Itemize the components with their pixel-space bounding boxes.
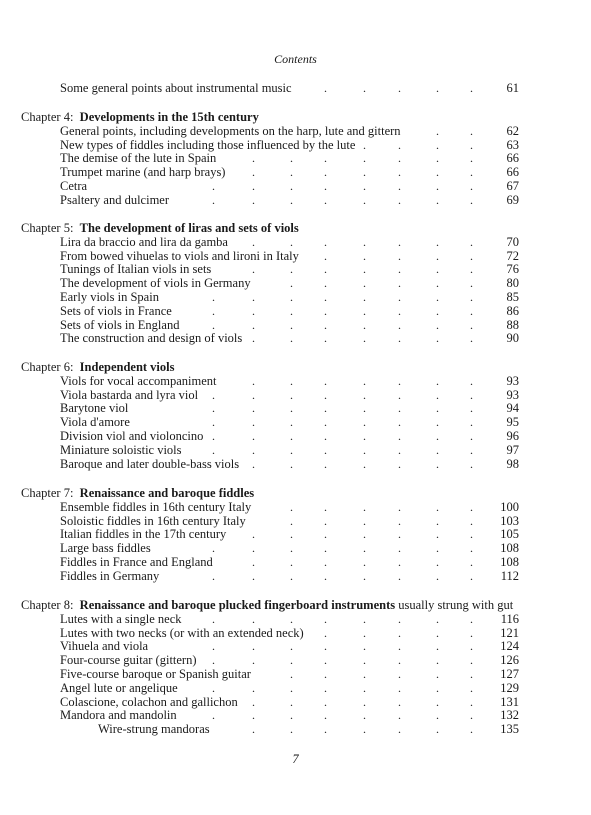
toc-entry-page: 86 <box>506 304 519 318</box>
toc-entry <box>0 555 591 569</box>
dot-leader: . . . . . . . <box>252 235 473 249</box>
toc-entry-page: 98 <box>506 457 519 471</box>
toc-entry <box>0 374 591 388</box>
chapter-heading <box>21 110 259 124</box>
dot-leader: . . . . . <box>324 626 473 640</box>
toc-entry-title: Italian fiddles in the 17th century <box>60 527 227 541</box>
dot-leader: . . . . . . . <box>252 262 473 276</box>
chapter-title: Developments in the 15th century <box>79 110 259 124</box>
chapter-number: Chapter 7: <box>21 486 74 500</box>
toc-entry <box>0 165 591 179</box>
toc-entry <box>0 388 591 402</box>
toc-entry-title: Vihuela and viola <box>60 639 149 653</box>
toc-entry-title: Psaltery and dulcimer <box>60 193 169 207</box>
toc-entry-page: 70 <box>506 235 519 249</box>
chapter-number: Chapter 4: <box>21 110 74 124</box>
dot-leader: . . . . . . . <box>252 331 473 345</box>
dot-leader: . . . . . . . . <box>212 429 473 443</box>
dot-leader: . . . . . <box>324 81 473 95</box>
toc-entry-page: 124 <box>500 639 519 653</box>
chapter-heading <box>21 486 254 500</box>
dot-leader: . . . . . . <box>290 500 473 514</box>
toc-entry <box>0 235 591 249</box>
toc-entry <box>0 695 591 709</box>
toc-entry <box>0 639 591 653</box>
dot-leader: . . . . . . <box>290 667 473 681</box>
toc-entry-title: Miniature soloistic viols <box>60 443 182 457</box>
toc-entry-title: The development of viols in Germany <box>60 276 251 290</box>
toc-entry-title: Fiddles in Germany <box>60 569 160 583</box>
toc-entry-title: Lira da braccio and lira da gamba <box>60 235 228 249</box>
toc-entry-title: Division viol and violoncino <box>60 429 204 443</box>
toc-entry-title: General points, including developments on the harp, lute and gittern <box>60 124 401 138</box>
toc-entry <box>0 331 591 345</box>
toc-entry-page: 62 <box>506 124 519 138</box>
toc-entry-page: 126 <box>500 653 519 667</box>
toc-entry-title: Viola d'amore <box>60 415 130 429</box>
toc-entry-page: 105 <box>500 527 519 541</box>
chapter-note: usually strung with gut <box>398 598 514 612</box>
toc-entry <box>0 415 591 429</box>
toc-entry-page: 132 <box>500 708 519 722</box>
toc-entry-title: Viola bastarda and lyra viol <box>60 388 199 402</box>
toc-entry-page: 131 <box>500 695 519 709</box>
dot-leader: . . . . . . . <box>252 457 473 471</box>
dot-leader: . . . . . . . <box>252 695 473 709</box>
dot-leader: . . . . . . . . <box>212 318 473 332</box>
toc-entry-page: 67 <box>506 179 519 193</box>
dot-leader: . . . . . . . <box>252 374 473 388</box>
toc-entry-page: 127 <box>500 667 519 681</box>
dot-leader: . . . . . . . . <box>212 708 473 722</box>
toc-entry-title: Colascione, colachon and gallichon <box>60 695 238 709</box>
toc-entry <box>0 401 591 415</box>
dot-leader: . . . . . . . . <box>212 569 473 583</box>
chapter-number: Chapter 6: <box>21 360 74 374</box>
chapter-heading <box>21 221 299 235</box>
toc-entry-title: New types of fiddles including those influenced by the lute <box>60 138 356 152</box>
dot-leader: . . . . <box>363 138 473 152</box>
toc-entry-title: Lutes with two necks (or with an extended neck) <box>60 626 304 640</box>
toc-entry-page: 129 <box>500 681 519 695</box>
toc-entry <box>0 541 591 555</box>
toc-entry-page: 112 <box>500 569 519 583</box>
toc-entry <box>0 290 591 304</box>
toc-entry <box>0 318 591 332</box>
toc-entry-title: The demise of the lute in Spain <box>60 151 217 165</box>
toc-entry-title: Sets of viols in England <box>60 318 180 332</box>
toc-entry-title: Some general points about instrumental music <box>60 81 292 95</box>
toc-entry <box>0 151 591 165</box>
toc-entry <box>0 722 591 736</box>
toc-entry-page: 100 <box>500 500 519 514</box>
toc-entry <box>0 138 591 152</box>
toc-entry-title: Four-course guitar (gittern) <box>60 653 197 667</box>
toc-entry <box>0 626 591 640</box>
toc-entry <box>0 179 591 193</box>
dot-leader: . . . . . . . . <box>212 304 473 318</box>
toc-entry-title: Soloistic fiddles in 16th century Italy <box>60 514 246 528</box>
toc-entry-page: 97 <box>506 443 519 457</box>
toc-entry-title: Mandora and mandolin <box>60 708 177 722</box>
toc-entry <box>0 527 591 541</box>
toc-entry-title: Trumpet marine (and harp brays) <box>60 165 226 179</box>
dot-leader: . . . . . . . <box>252 555 473 569</box>
toc-entry <box>0 667 591 681</box>
toc-entry-title: Ensemble fiddles in 16th century Italy <box>60 500 252 514</box>
toc-entry-page: 93 <box>506 374 519 388</box>
dot-leader: . . . . . . . <box>252 722 473 736</box>
toc-entry-page: 94 <box>506 401 519 415</box>
toc-entry-page: 121 <box>500 626 519 640</box>
toc-entry <box>0 653 591 667</box>
chapter-title: The development of liras and sets of viols <box>79 221 299 235</box>
toc-entry-title: Lutes with a single neck <box>60 612 182 626</box>
toc-entry <box>0 457 591 471</box>
toc-entry-title: Cetra <box>60 179 88 193</box>
toc-entry <box>0 429 591 443</box>
toc-entry-page: 61 <box>506 81 519 95</box>
chapter-number: Chapter 5: <box>21 221 74 235</box>
page-heading: Contents <box>274 52 317 66</box>
toc-entry-page: 72 <box>506 249 519 263</box>
toc-entry-page: 85 <box>506 290 519 304</box>
toc-entry <box>0 193 591 207</box>
dot-leader: . . . . . . . . <box>212 193 473 207</box>
toc-entry-page: 96 <box>506 429 519 443</box>
toc-entry-page: 76 <box>506 262 519 276</box>
toc-entry-page: 108 <box>500 555 519 569</box>
toc-entry-page: 63 <box>506 138 519 152</box>
toc-entry <box>0 124 591 138</box>
toc-entry <box>0 276 591 290</box>
chapter-heading <box>21 598 513 612</box>
toc-entry <box>0 304 591 318</box>
chapter-number: Chapter 8: <box>21 598 74 612</box>
dot-leader: . . . . . . . . <box>212 401 473 415</box>
toc-entry-page: 69 <box>506 193 519 207</box>
dot-leader: . . . . . . . <box>252 151 473 165</box>
toc-entry <box>0 262 591 276</box>
dot-leader: . . . . . . . . <box>212 612 473 626</box>
dot-leader: . . <box>436 124 473 138</box>
toc-entry-title: Fiddles in France and England <box>60 555 213 569</box>
toc-entry <box>0 249 591 263</box>
toc-entry <box>0 708 591 722</box>
toc-entry-page: 108 <box>500 541 519 555</box>
toc-entry <box>0 514 591 528</box>
toc-entry-title: Viols for vocal accompaniment <box>60 374 217 388</box>
dot-leader: . . . . . . . <box>252 527 473 541</box>
toc-entry <box>0 569 591 583</box>
chapter-title: Independent viols <box>79 360 175 374</box>
toc-entry-title: Angel lute or angelique <box>60 681 178 695</box>
dot-leader: . . . . . . <box>290 514 473 528</box>
toc-entry-title: Wire-strung mandoras <box>98 722 210 736</box>
toc-entry <box>0 612 591 626</box>
toc-entry-title: Large bass fiddles <box>60 541 151 555</box>
toc-entry-page: 116 <box>500 612 519 626</box>
dot-leader: . . . . . . . . <box>212 653 473 667</box>
toc-entry-title: Sets of viols in France <box>60 304 172 318</box>
page-number: 7 <box>292 752 299 766</box>
toc-entry-title: The construction and design of viols <box>60 331 243 345</box>
toc-entry-page: 90 <box>506 331 519 345</box>
toc-entry-title: Early viols in Spain <box>60 290 159 304</box>
dot-leader: . . . . . . . . <box>212 179 473 193</box>
dot-leader: . . . . . . . . <box>212 681 473 695</box>
toc-entry-title: Baroque and later double-bass viols <box>60 457 240 471</box>
toc-entry <box>0 681 591 695</box>
toc-entry-title: Five-course baroque or Spanish guitar <box>60 667 251 681</box>
toc-entry <box>0 443 591 457</box>
chapter-title: Renaissance and baroque fiddles <box>79 486 255 500</box>
toc-entry <box>0 500 591 514</box>
chapter-title: Renaissance and baroque plucked fingerboard instruments <box>79 598 396 612</box>
toc-entry-page: 66 <box>506 165 519 179</box>
toc-entry-title: Barytone viol <box>60 401 129 415</box>
dot-leader: . . . . . . . . <box>212 541 473 555</box>
toc-entry-page: 66 <box>506 151 519 165</box>
toc-entry-page: 135 <box>500 722 519 736</box>
toc-entry-title: Tunings of Italian viols in sets <box>60 262 212 276</box>
dot-leader: . . . . . . . . <box>212 415 473 429</box>
toc-entry-page: 95 <box>506 415 519 429</box>
dot-leader: . . . . . <box>324 249 473 263</box>
toc-entry-page: 93 <box>506 388 519 402</box>
dot-leader: . . . . . . . <box>252 165 473 179</box>
toc-entry-title: From bowed vihuelas to viols and lironi in Italy <box>60 249 299 263</box>
toc-entry-page: 88 <box>506 318 519 332</box>
dot-leader: . . . . . . . . <box>212 290 473 304</box>
toc-entry-page: 80 <box>506 276 519 290</box>
toc-entry <box>0 81 591 95</box>
chapter-heading <box>21 360 175 374</box>
dot-leader: . . . . . . <box>290 276 473 290</box>
toc-entry-page: 103 <box>500 514 519 528</box>
dot-leader: . . . . . . . . <box>212 639 473 653</box>
dot-leader: . . . . . . . . <box>212 443 473 457</box>
dot-leader: . . . . . . . . <box>212 388 473 402</box>
